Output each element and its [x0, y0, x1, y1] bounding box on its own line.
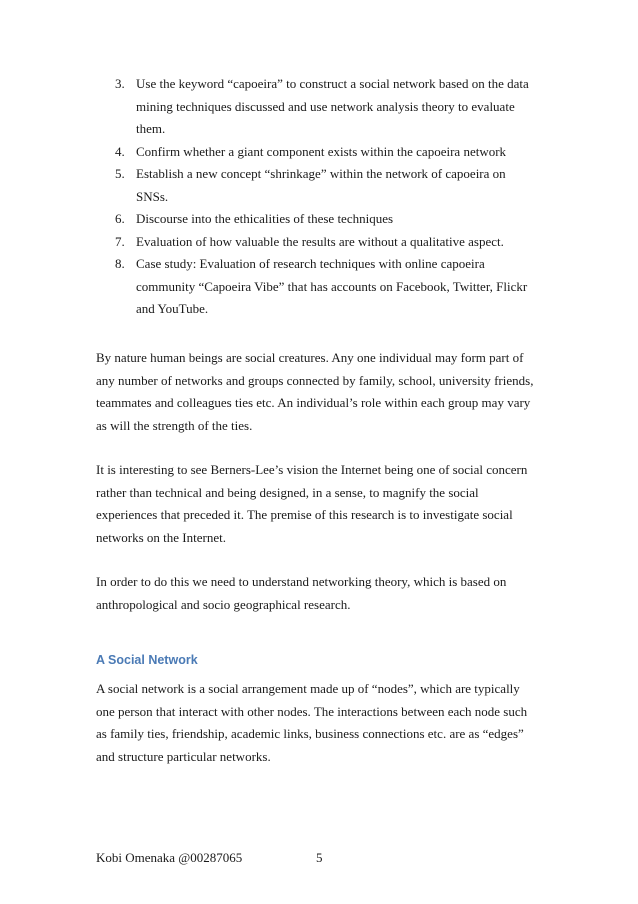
objectives-list [0, 73, 560, 321]
section-heading: A Social Network [96, 653, 198, 667]
footer-author: Kobi Omenaka @00287065 [96, 850, 243, 865]
list-number: 8. [115, 256, 125, 271]
list-text: Discourse into the ethicalities of these techniques [136, 211, 394, 226]
list-number: 5. [115, 166, 125, 181]
paragraph-networking-theory: In order to do this we need to understand networking theory, which is based on anthropological and socio geographical research. [96, 574, 507, 612]
list-text: Use the keyword “capoeira” to construct a social network based on the data mining techniques discussed and use network analysis theory to evaluate them. [136, 76, 529, 136]
list-number: 4. [115, 143, 125, 159]
paragraph-social-network-definition: A social network is a social arrangement made up of “nodes”, which are typically one person that interact with other nodes. The interactions between each node such as family ties, friendship, academic links, business connections etc. are as “edges” and structure particular networks. [96, 681, 528, 764]
list-text: Confirm whether a giant component exists within the capoeira network [136, 143, 507, 159]
list-number: 7. [115, 233, 125, 249]
list-item [0, 73, 560, 141]
paragraph-berners-lee: It is interesting to see Berners-Lee’s vision the Internet being one of social concern rather than technical and being designed, in a sense, to magnify the social experiences that preceded it. The premise of this research is to investigate social networks on the Internet. [96, 462, 528, 545]
list-item [0, 163, 560, 208]
list-text: Establish a new concept “shrinkage” within the network of capoeira on SNSs. [136, 166, 506, 204]
list-item [0, 141, 560, 164]
list-item [0, 253, 560, 321]
list-text: Evaluation of how valuable the results are without a qualitative aspect. [136, 233, 504, 249]
list-number: 3. [115, 76, 125, 91]
list-item [0, 231, 560, 254]
list-number: 6. [115, 211, 125, 226]
list-item [0, 208, 560, 231]
list-text: Case study: Evaluation of research techniques with online capoeira community “Capoeira Vibe” that has accounts on Facebook, Twitter, Flickr and YouTube. [136, 256, 528, 316]
paragraph-social-creatures: By nature human beings are social creatures. Any one individual may form part of any number of networks and groups connected by family, school, university friends, teammates and colleagues ties etc. An individual’s role within each group may vary as will the strength of the ties. [96, 350, 534, 433]
page-number: 5 [316, 850, 323, 865]
